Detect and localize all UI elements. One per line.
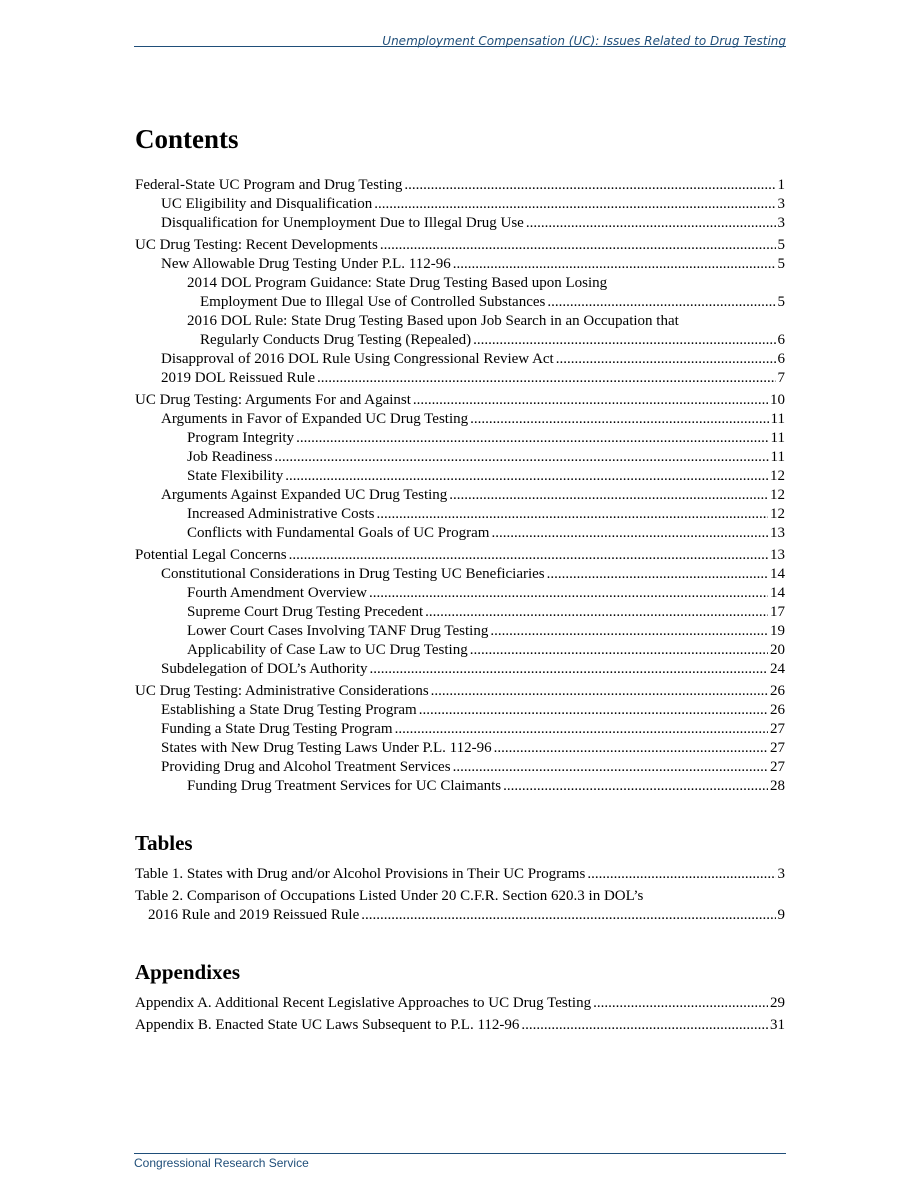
footer-source: Congressional Research Service	[134, 1156, 309, 1170]
toc-page-number: 11	[770, 430, 785, 446]
toc-entry-title: Applicability of Case Law to UC Drug Testing	[187, 642, 468, 658]
toc-entry[interactable]	[135, 1016, 785, 1035]
toc-dot-leader	[593, 994, 768, 1013]
toc-entry-title: Program Integrity	[187, 430, 295, 446]
toc-page-number: 29	[770, 995, 785, 1011]
toc-page-number: 6	[777, 351, 785, 367]
toc-entry-title: Appendix A. Additional Recent Legislative Approaches to UC Drug Testing	[135, 995, 592, 1011]
toc-entry-title: 2019 DOL Reissued Rule	[161, 370, 316, 386]
toc-dot-leader	[490, 622, 768, 641]
toc-entry[interactable]	[135, 505, 785, 524]
toc-page-number: 1	[777, 177, 785, 193]
toc-page-number: 5	[777, 256, 785, 272]
footer-rule	[134, 1153, 786, 1154]
toc-entry-continuation	[187, 293, 785, 312]
toc-dot-leader	[494, 739, 768, 758]
toc-entry[interactable]	[135, 887, 785, 925]
toc-page-number: 6	[777, 332, 785, 348]
running-header: Unemployment Compensation (UC): Issues Related to Drug Testing	[382, 34, 786, 48]
toc-entry[interactable]	[135, 176, 785, 195]
toc-dot-leader	[503, 777, 768, 796]
toc-entry-title: States with New Drug Testing Laws Under P.L. 112-96	[161, 740, 492, 756]
toc-entry-title: Constitutional Considerations in Drug Testing UC Beneficiaries	[161, 566, 545, 582]
toc-dot-leader	[449, 486, 768, 505]
toc-dot-leader	[289, 546, 768, 565]
toc-entry[interactable]	[135, 195, 785, 214]
appendixes-list	[135, 994, 785, 1035]
toc-entry[interactable]	[135, 369, 785, 388]
toc-dot-leader	[361, 906, 775, 925]
toc-dot-leader	[425, 603, 768, 622]
toc-page-number: 19	[770, 623, 785, 639]
toc-entry[interactable]	[135, 546, 785, 565]
toc-entry[interactable]	[135, 448, 785, 467]
toc-page-number: 3	[777, 196, 785, 212]
toc-entry[interactable]	[135, 622, 785, 641]
toc-entry-title: Table 1. States with Drug and/or Alcohol Provisions in Their UC Programs	[135, 866, 586, 882]
toc-dot-leader	[556, 350, 776, 369]
toc-page-number: 5	[777, 294, 785, 310]
toc-entry-title: Subdelegation of DOL’s Authority	[161, 661, 368, 677]
toc-dot-leader	[285, 467, 768, 486]
toc-dot-leader	[587, 865, 775, 884]
toc-entry-title: Job Readiness	[187, 449, 273, 465]
toc-dot-leader	[491, 524, 768, 543]
toc-page-number: 27	[770, 759, 785, 775]
toc-dot-leader	[419, 701, 768, 720]
toc-entry[interactable]	[135, 660, 785, 679]
toc-entry-title: State Flexibility	[187, 468, 284, 484]
toc-entry-title: Disqualification for Unemployment Due to Illegal Drug Use	[161, 215, 524, 231]
toc-entry-title: Funding Drug Treatment Services for UC Claimants	[187, 778, 502, 794]
toc-page-number: 13	[770, 525, 785, 541]
toc-entry-title: Potential Legal Concerns	[135, 547, 287, 563]
toc-entry[interactable]	[135, 429, 785, 448]
toc-dot-leader	[274, 448, 768, 467]
toc-entry-title: Arguments in Favor of Expanded UC Drug Testing	[161, 411, 469, 427]
toc-entry[interactable]	[135, 524, 785, 543]
toc-entry-title: Federal-State UC Program and Drug Testing	[135, 177, 403, 193]
toc-page-number: 14	[770, 566, 785, 582]
toc-page-number: 26	[770, 683, 785, 699]
toc-entry-title: Appendix B. Enacted State UC Laws Subsequent to P.L. 112-96	[135, 1017, 520, 1033]
toc-dot-leader	[370, 660, 768, 679]
toc-dot-leader	[470, 410, 768, 429]
appendixes-heading: Appendixes	[135, 960, 241, 984]
toc-entry-title: UC Drug Testing: Recent Developments	[135, 237, 378, 253]
toc-entry-title-cont: Regularly Conducts Drug Testing (Repealed)	[200, 332, 472, 348]
toc-dot-leader	[431, 682, 768, 701]
toc-entry-continuation	[135, 906, 785, 925]
toc-entry-title: 2016 DOL Rule: State Drug Testing Based upon Job Search in an Occupation that	[187, 313, 679, 329]
toc-entry-title-cont: Employment Due to Illegal Use of Controlled Substances	[200, 294, 546, 310]
toc-page-number: 12	[770, 487, 785, 503]
toc-page-number: 13	[770, 547, 785, 563]
toc-entry-title: UC Drug Testing: Arguments For and Against	[135, 392, 411, 408]
toc-entry-title: Increased Administrative Costs	[187, 506, 375, 522]
toc-dot-leader	[317, 369, 775, 388]
toc-page-number: 17	[770, 604, 785, 620]
toc-page-number: 26	[770, 702, 785, 718]
toc-page-number: 12	[770, 468, 785, 484]
toc-entry[interactable]	[135, 565, 785, 584]
toc-entry-title: Supreme Court Drug Testing Precedent	[187, 604, 424, 620]
toc-page-number: 28	[770, 778, 785, 794]
toc-entry[interactable]	[135, 865, 785, 884]
toc-dot-leader	[369, 584, 768, 603]
toc-entry[interactable]	[135, 641, 785, 660]
toc-entry[interactable]	[135, 777, 785, 796]
toc-entry[interactable]	[135, 682, 785, 701]
toc-dot-leader	[470, 641, 768, 660]
toc-entry[interactable]	[135, 739, 785, 758]
toc-entry[interactable]	[135, 350, 785, 369]
toc-dot-leader	[453, 758, 768, 777]
toc-entry-title: Fourth Amendment Overview	[187, 585, 367, 601]
toc-entry[interactable]	[135, 720, 785, 739]
toc-entry-title: New Allowable Drug Testing Under P.L. 112-96	[161, 256, 451, 272]
toc-entry[interactable]	[135, 312, 785, 350]
toc-dot-leader	[473, 331, 775, 350]
toc-page-number: 10	[770, 392, 785, 408]
toc-dot-leader	[376, 505, 768, 524]
toc-page-number: 11	[770, 449, 785, 465]
toc-entry-title: Funding a State Drug Testing Program	[161, 721, 393, 737]
toc-entry-title: 2014 DOL Program Guidance: State Drug Testing Based upon Losing	[187, 275, 608, 291]
toc-dot-leader	[395, 720, 768, 739]
toc-page-number: 24	[770, 661, 785, 677]
tables-list	[135, 865, 785, 925]
toc-entry[interactable]	[135, 236, 785, 255]
contents-heading: Contents	[135, 124, 239, 154]
toc-entry[interactable]	[135, 255, 785, 274]
toc-page-number: 27	[770, 740, 785, 756]
toc-entry[interactable]	[135, 994, 785, 1013]
toc-entry-title: UC Drug Testing: Administrative Considerations	[135, 683, 429, 699]
toc-entry-title: UC Eligibility and Disqualification	[161, 196, 373, 212]
toc-entry[interactable]	[135, 758, 785, 777]
toc-page-number: 27	[770, 721, 785, 737]
toc-dot-leader	[404, 176, 775, 195]
toc-entry[interactable]	[135, 214, 785, 233]
toc-page-number: 3	[777, 866, 785, 882]
toc-page-number: 3	[777, 215, 785, 231]
toc-entry-title: Lower Court Cases Involving TANF Drug Testing	[187, 623, 489, 639]
toc-entry[interactable]	[135, 467, 785, 486]
toc-entry-title: Conflicts with Fundamental Goals of UC Program	[187, 525, 490, 541]
toc-dot-leader	[380, 236, 776, 255]
toc-page-number: 14	[770, 585, 785, 601]
toc-entry-title: Establishing a State Drug Testing Program	[161, 702, 417, 718]
toc-page-content	[135, 122, 785, 1035]
toc-dot-leader	[296, 429, 768, 448]
toc-page-number: 31	[770, 1017, 785, 1033]
toc-dot-leader	[374, 195, 775, 214]
toc-entry[interactable]	[135, 603, 785, 622]
toc-entry[interactable]	[135, 584, 785, 603]
toc-dot-leader	[521, 1016, 768, 1035]
toc-entry-title: Providing Drug and Alcohol Treatment Services	[161, 759, 451, 775]
appendixes-section	[135, 959, 785, 1035]
toc-page-number: 9	[777, 907, 785, 923]
toc-entry-title: Disapproval of 2016 DOL Rule Using Congressional Review Act	[161, 351, 554, 367]
toc-dot-leader	[453, 255, 776, 274]
toc-entry[interactable]	[135, 486, 785, 505]
toc-entry-title: Table 2. Comparison of Occupations Listed Under 20 C.F.R. Section 620.3 in DOL’s	[135, 888, 644, 904]
toc-entry[interactable]	[135, 410, 785, 429]
toc-entry-title-cont: 2016 Rule and 2019 Reissued Rule	[148, 907, 360, 923]
tables-section	[135, 830, 785, 925]
header-rule	[134, 46, 786, 47]
toc-entry-title: Arguments Against Expanded UC Drug Testing	[161, 487, 448, 503]
tables-heading: Tables	[135, 831, 193, 855]
toc-dot-leader	[413, 391, 768, 410]
toc-page-number: 12	[770, 506, 785, 522]
toc-page-number: 7	[777, 370, 785, 386]
toc-page-number: 11	[770, 411, 785, 427]
toc-dot-leader	[547, 565, 768, 584]
toc-dot-leader	[547, 293, 775, 312]
toc-page-number: 20	[770, 642, 785, 658]
toc-entry[interactable]	[135, 701, 785, 720]
toc-entry[interactable]	[135, 274, 785, 312]
toc-entry-continuation	[187, 331, 785, 350]
toc-page-number: 5	[777, 237, 785, 253]
contents-list	[135, 176, 785, 796]
toc-dot-leader	[526, 214, 776, 233]
toc-entry[interactable]	[135, 391, 785, 410]
